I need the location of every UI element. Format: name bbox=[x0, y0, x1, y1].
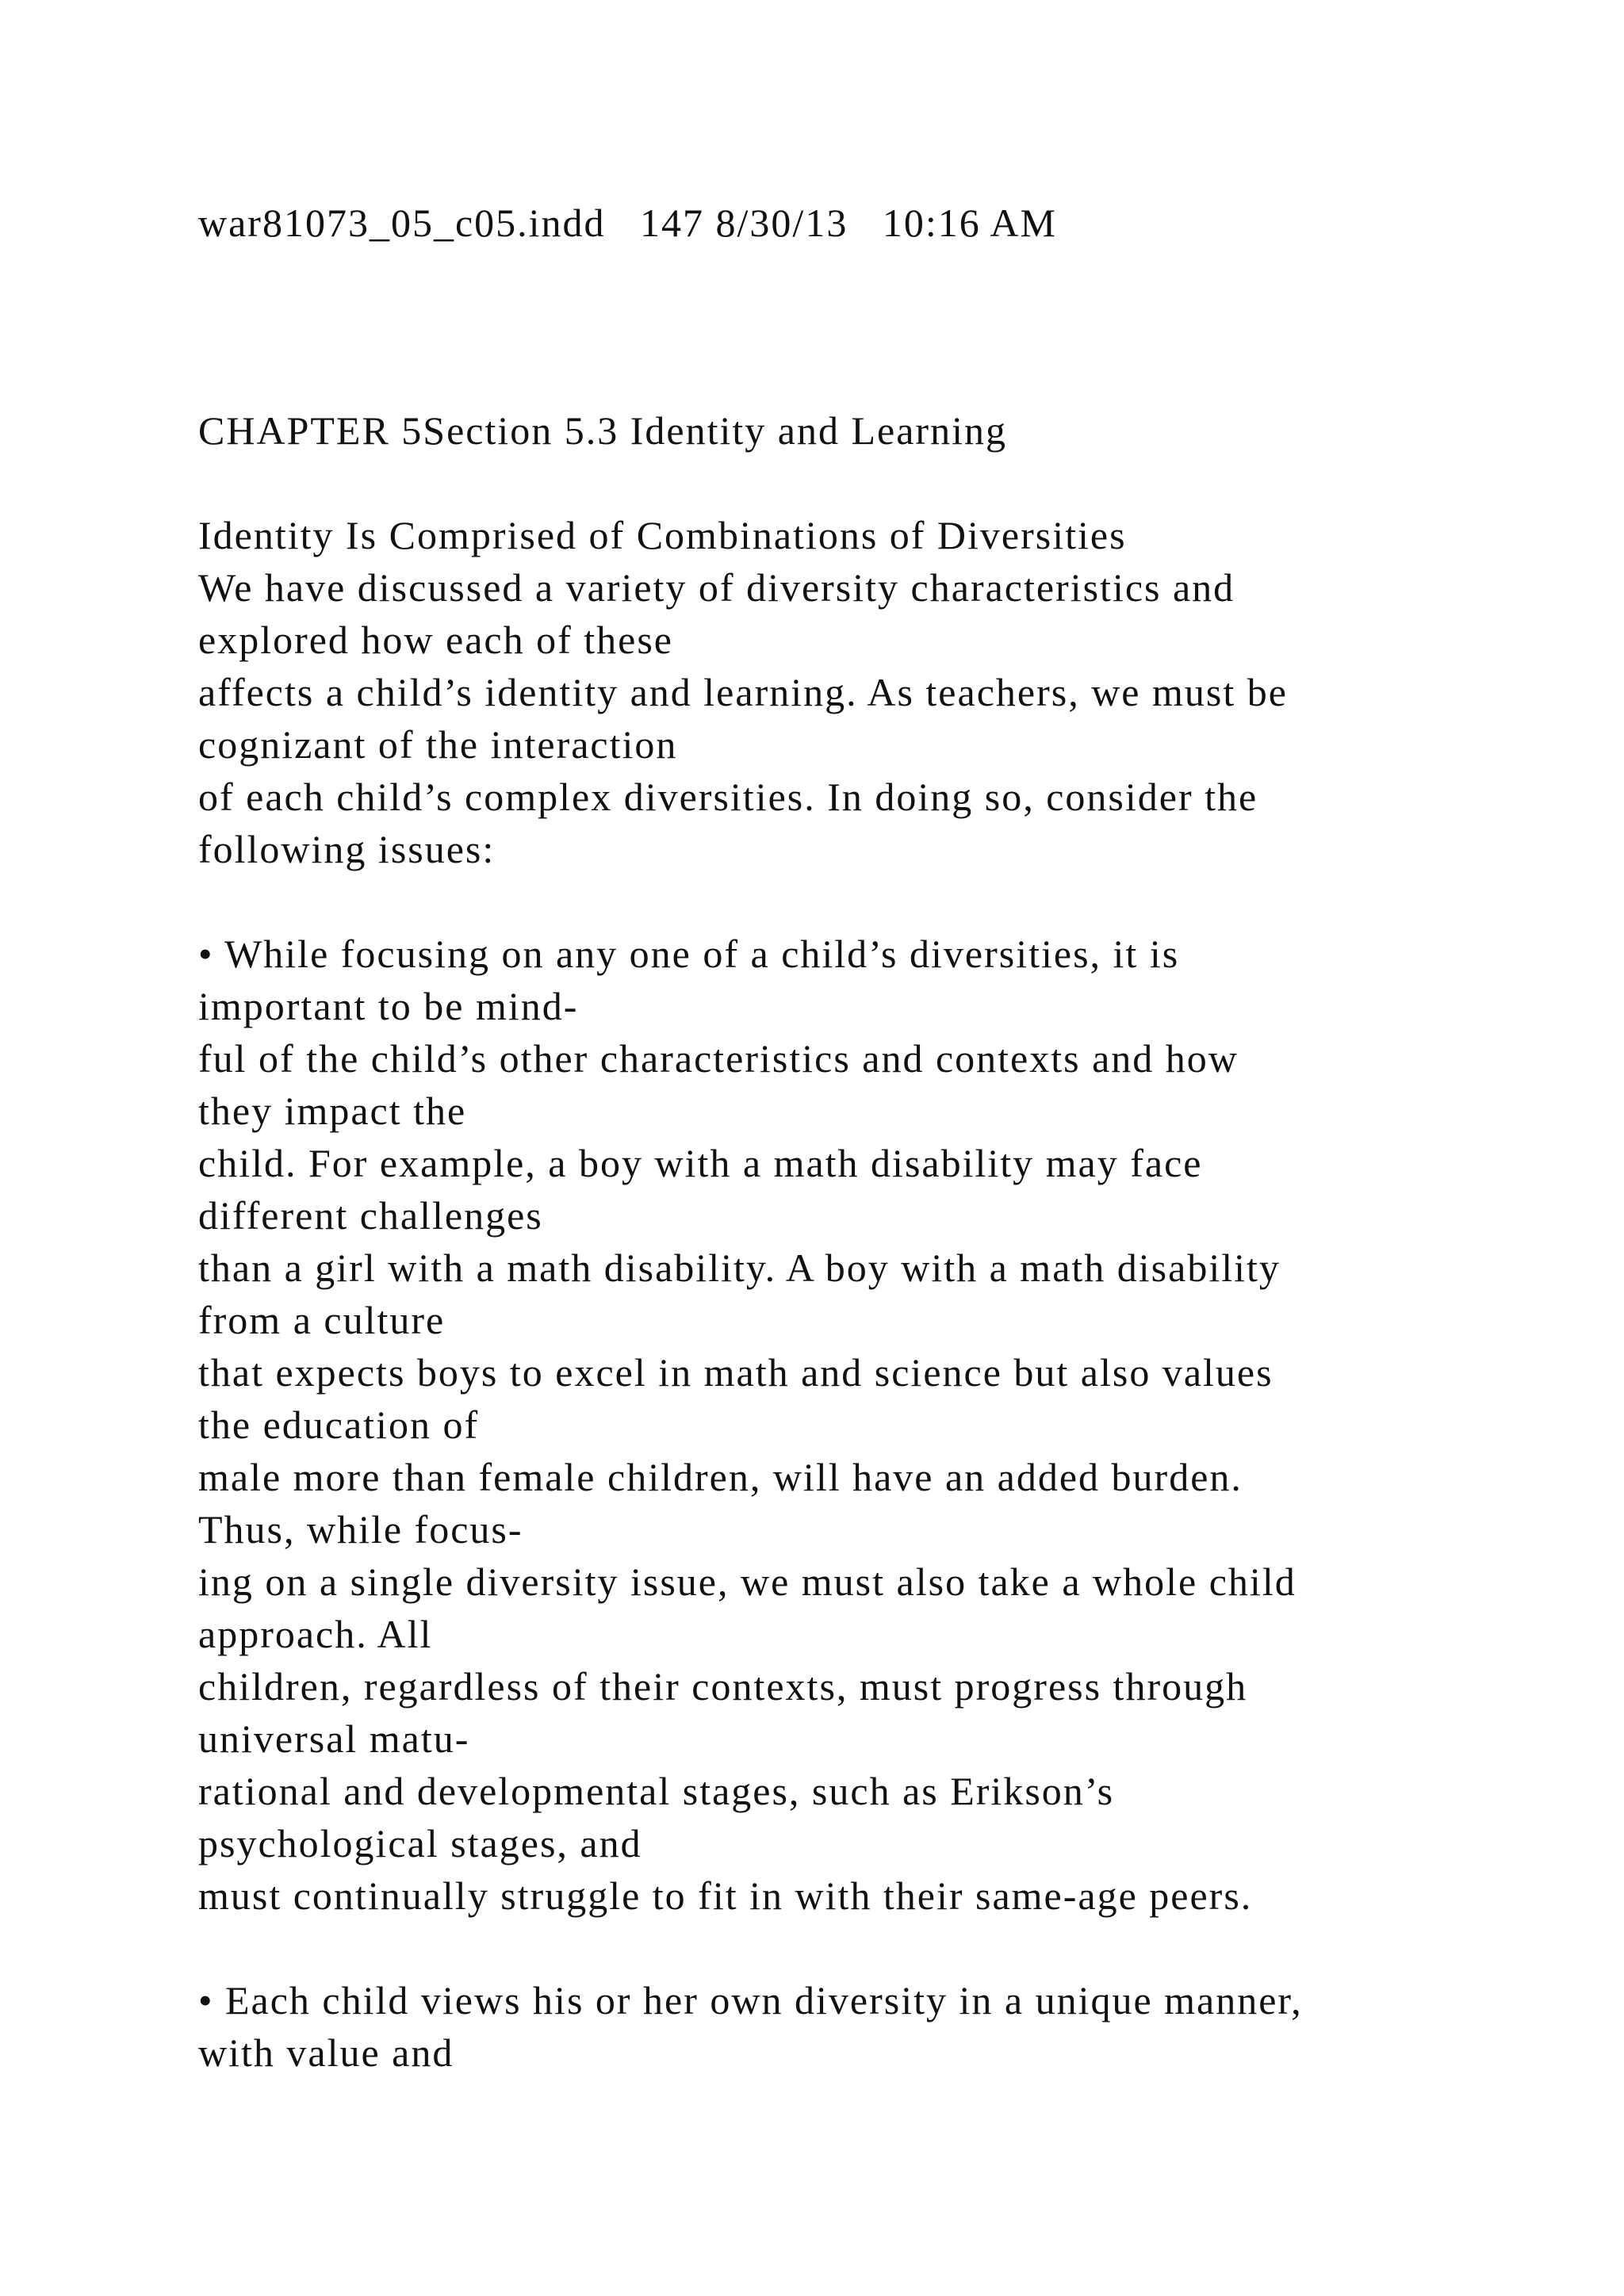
section-title: CHAPTER 5Section 5.3 Identity and Learning bbox=[198, 408, 1007, 453]
bullet-1-line: different challenges bbox=[198, 1193, 543, 1238]
bullet-1-line: must continually struggle to fit in with their same-age peers. bbox=[198, 1873, 1253, 1918]
bullet-1-line: ful of the child’s other characteristics and contexts and how bbox=[198, 1036, 1239, 1081]
section-heading: Identity Is Comprised of Combinations of Diversities bbox=[198, 513, 1127, 557]
intro-line: of each child’s complex diversities. In doing so, consider the bbox=[198, 775, 1258, 819]
bullet-1-line: from a culture bbox=[198, 1298, 446, 1342]
intro-line: cognizant of the interaction bbox=[198, 722, 678, 767]
bullet-1-line: Thus, while focus- bbox=[198, 1507, 523, 1552]
bullet-1-line: male more than female children, will have an added burden. bbox=[198, 1455, 1243, 1499]
file-header-line: war81073_05_c05.indd 147 8/30/13 10:16 AM bbox=[198, 201, 1058, 245]
bullet-1-line: • While focusing on any one of a child’s diversities, it is bbox=[198, 932, 1180, 976]
bullet-1-line: child. For example, a boy with a math disability may face bbox=[198, 1141, 1203, 1185]
bullet-1-line: children, regardless of their contexts, must progress through bbox=[198, 1664, 1248, 1709]
bullet-1-line: ing on a single diversity issue, we must also take a whole child bbox=[198, 1559, 1297, 1604]
bullet-1-line: the education of bbox=[198, 1402, 480, 1447]
intro-line: explored how each of these bbox=[198, 618, 673, 662]
bullet-1-line: rational and developmental stages, such as Erikson’s bbox=[198, 1769, 1115, 1813]
intro-line: following issues: bbox=[198, 827, 496, 871]
intro-line: affects a child’s identity and learning. As teachers, we must be bbox=[198, 670, 1288, 714]
intro-line: We have discussed a variety of diversity characteristics and bbox=[198, 565, 1235, 610]
bullet-1-line: they impact the bbox=[198, 1089, 467, 1133]
bullet-1-line: than a girl with a math disability. A boy with a math disability bbox=[198, 1246, 1281, 1290]
bullet-1-line: approach. All bbox=[198, 1612, 433, 1656]
bullet-2-line: with value and bbox=[198, 2030, 454, 2075]
bullet-1-line: universal matu- bbox=[198, 1716, 470, 1761]
bullet-1-line: important to be mind- bbox=[198, 984, 579, 1028]
bullet-1-line: psychological stages, and bbox=[198, 1821, 642, 1866]
bullet-2-line: • Each child views his or her own diversity in a unique manner, bbox=[198, 1978, 1303, 2022]
bullet-1-line: that expects boys to excel in math and science but also values bbox=[198, 1350, 1274, 1395]
